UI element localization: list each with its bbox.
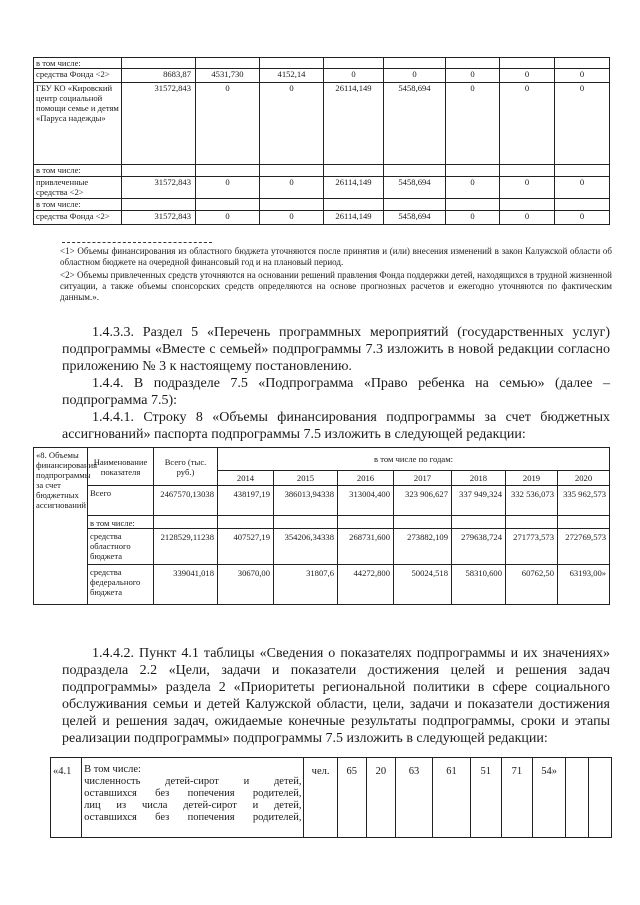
empty-cell xyxy=(589,758,612,838)
value-cell: 0 xyxy=(446,69,500,83)
value-cell: 0 xyxy=(555,83,610,165)
value-cell: 8683,87 xyxy=(122,69,196,83)
total-cell xyxy=(154,516,218,529)
value-cell: 30670,00 xyxy=(218,565,274,605)
value-cell: 335 962,573 xyxy=(558,486,610,516)
empty-cell xyxy=(555,199,610,211)
value-cell: 0 xyxy=(260,177,324,199)
value-cell: 5458,694 xyxy=(384,83,446,165)
year-header: 2015 xyxy=(274,471,338,486)
value-cell: 313004,400 xyxy=(338,486,394,516)
value-cell: 271773,573 xyxy=(506,529,558,565)
empty-cell xyxy=(122,165,196,177)
value-cell: 354206,34338 xyxy=(274,529,338,565)
empty-cell xyxy=(500,165,555,177)
year-header: 2019 xyxy=(506,471,558,486)
empty-cell xyxy=(384,199,446,211)
empty-cell xyxy=(500,58,555,69)
value-cell: 0 xyxy=(500,69,555,83)
value-cell: 438197,19 xyxy=(218,486,274,516)
col-name-header: Наименование показателя xyxy=(88,448,154,486)
table-row xyxy=(34,529,610,565)
value-cell: 332 536,073 xyxy=(506,486,558,516)
empty-cell xyxy=(555,58,610,69)
year-header: 2014 xyxy=(218,471,274,486)
indicator-line: В том числе: xyxy=(84,764,141,775)
footnote-separator xyxy=(62,242,212,243)
value-cell: 4152,14 xyxy=(260,69,324,83)
value-cell: 65 xyxy=(337,758,366,838)
value-cell: 337 949,324 xyxy=(452,486,506,516)
value-cell: 26114,149 xyxy=(324,83,384,165)
value-cell xyxy=(452,516,506,529)
row-8-title: «8. Объемы финансирования подпрограммы за счет бюджетных ассигнований xyxy=(34,448,88,605)
value-cell: 0 xyxy=(384,69,446,83)
row-label: в том числе: xyxy=(88,516,154,529)
value-cell: 50024,518 xyxy=(394,565,452,605)
indicator-line: численность детей-сирот и детей, xyxy=(84,776,302,787)
value-cell: 0 xyxy=(555,177,610,199)
empty-cell xyxy=(122,58,196,69)
empty-cell xyxy=(446,199,500,211)
value-cell: 386013,94338 xyxy=(274,486,338,516)
value-cell: 63 xyxy=(395,758,432,838)
passport-row-8-table xyxy=(33,447,610,605)
empty-cell xyxy=(122,199,196,211)
value-cell xyxy=(338,516,394,529)
value-cell: 0 xyxy=(446,83,500,165)
footnote-2: <2> Объемы привлеченных средств уточняются на основании решений правления Фонда поддержки детей, находящихся в трудной жизненной ситуации, а также объемы спонсорских средств определяются на основе прогнозных расчетов и ежегодно уточняются по фактическим данным.». xyxy=(60,270,612,302)
row-label: в том числе: xyxy=(34,58,122,69)
year-header: 2016 xyxy=(338,471,394,486)
value-cell: 0 xyxy=(555,69,610,83)
value-cell: 54» xyxy=(532,758,565,838)
table-row xyxy=(34,177,610,199)
value-cell: 268731,600 xyxy=(338,529,394,565)
row-label: в том числе: xyxy=(34,165,122,177)
empty-cell xyxy=(324,58,384,69)
value-cell: 407527,19 xyxy=(218,529,274,565)
empty-cell xyxy=(555,165,610,177)
value-cell: 31572,843 xyxy=(122,211,196,225)
value-cell: 4531,730 xyxy=(196,69,260,83)
table-row xyxy=(34,211,610,225)
year-header: 2018 xyxy=(452,471,506,486)
value-cell xyxy=(506,516,558,529)
year-header: 2020 xyxy=(558,471,610,486)
value-cell: 26114,149 xyxy=(324,177,384,199)
value-cell: 31807,6 xyxy=(274,565,338,605)
value-cell: 5458,694 xyxy=(384,177,446,199)
empty-cell xyxy=(260,199,324,211)
value-cell xyxy=(218,516,274,529)
paragraph-1-4-3-3: 1.4.3.3. Раздел 5 «Перечень программных мероприятий (государственных услуг) подпрограммы «Вместе с семьей» подпрограммы 7.3 изложить в новой редакции согласно приложению № 3 к настоящему постановлению. xyxy=(62,325,610,374)
empty-cell xyxy=(324,165,384,177)
total-cell: 339041,018 xyxy=(154,565,218,605)
value-cell: 31572,843 xyxy=(122,83,196,165)
row-label: ГБУ КО «Кировский центр социальной помощи семье и детям «Паруса надежды» xyxy=(34,83,122,165)
value-cell: 71 xyxy=(501,758,532,838)
value-cell: 0 xyxy=(446,177,500,199)
value-cell: 0 xyxy=(196,83,260,165)
value-cell: 0 xyxy=(196,211,260,225)
row-label: средства Фонда <2> xyxy=(34,211,122,225)
table-row xyxy=(34,565,610,605)
table-row xyxy=(34,83,610,165)
value-cell: 20 xyxy=(366,758,395,838)
value-cell: 60762,50 xyxy=(506,565,558,605)
value-cell: 63193,00» xyxy=(558,565,610,605)
value-cell: 0 xyxy=(555,211,610,225)
value-cell: 0 xyxy=(260,211,324,225)
empty-cell xyxy=(324,199,384,211)
value-cell xyxy=(274,516,338,529)
col-years-header: в том числе по годам: xyxy=(218,448,610,471)
value-cell: 0 xyxy=(446,211,500,225)
empty-cell xyxy=(384,58,446,69)
value-cell: 26114,149 xyxy=(324,211,384,225)
value-cell: 61 xyxy=(433,758,470,838)
value-cell xyxy=(558,516,610,529)
table-row xyxy=(34,58,610,69)
value-cell xyxy=(394,516,452,529)
row-label: средства областного бюджета xyxy=(88,529,154,565)
value-cell: 273882,109 xyxy=(394,529,452,565)
table-row xyxy=(34,199,610,211)
row-label: привлеченные средства <2> xyxy=(34,177,122,199)
empty-cell xyxy=(260,165,324,177)
value-cell: 0 xyxy=(196,177,260,199)
footnote-1: <1> Объемы финансирования из областного бюджета уточняются после принятия и (или) внесения изменений в закон Калужской области об областном бюджете на очередной финансовый год и на плановый период. xyxy=(60,246,612,267)
table-row xyxy=(34,69,610,83)
table-row xyxy=(34,165,610,177)
value-cell: 0 xyxy=(500,83,555,165)
value-cell: 0 xyxy=(500,177,555,199)
paragraph-1-4-4-1: 1.4.4.1. Строку 8 «Объемы финансирования подпрограммы за счет бюджетных ассигнований» паспорта подпрограммы 7.5 изложить в следующей редакции: xyxy=(62,410,610,442)
item-number: «4.1 xyxy=(51,758,82,838)
unit-cell: чел. xyxy=(304,758,337,838)
value-cell: 0 xyxy=(260,83,324,165)
indicator-line: оставшихся без попечения родителей, xyxy=(84,788,302,799)
indicator-line: оставшихся без попечения родителей, xyxy=(84,812,302,823)
indicators-table xyxy=(50,757,612,838)
empty-cell xyxy=(500,199,555,211)
value-cell: 5458,694 xyxy=(384,211,446,225)
value-cell: 51 xyxy=(470,758,501,838)
paragraph-1-4-4: 1.4.4. В подразделе 7.5 «Подпрограмма «Право ребенка на семью» (далее – подпрограмма 7.5): xyxy=(62,376,610,408)
indicator-line: лиц из числа детей-сирот и детей, xyxy=(84,800,302,811)
empty-cell xyxy=(446,58,500,69)
total-cell: 2467570,13038 xyxy=(154,486,218,516)
row-label: средства федерального бюджета xyxy=(88,565,154,605)
row-label: средства Фонда <2> xyxy=(34,69,122,83)
indicator-text xyxy=(82,758,304,838)
empty-cell xyxy=(196,165,260,177)
row-label: в том числе: xyxy=(34,199,122,211)
empty-cell xyxy=(566,758,589,838)
value-cell: 58310,600 xyxy=(452,565,506,605)
year-header: 2017 xyxy=(394,471,452,486)
row-label: Всего xyxy=(88,486,154,516)
value-cell: 279638,724 xyxy=(452,529,506,565)
empty-cell xyxy=(196,58,260,69)
value-cell: 323 906,627 xyxy=(394,486,452,516)
empty-cell xyxy=(260,58,324,69)
financing-table-continuation xyxy=(33,57,610,225)
empty-cell xyxy=(446,165,500,177)
empty-cell xyxy=(196,199,260,211)
value-cell: 0 xyxy=(500,211,555,225)
value-cell: 31572,843 xyxy=(122,177,196,199)
table-row xyxy=(34,486,610,516)
table-row xyxy=(34,516,610,529)
value-cell: 0 xyxy=(324,69,384,83)
col-total-header: Всего (тыс. руб.) xyxy=(154,448,218,486)
value-cell: 44272,800 xyxy=(338,565,394,605)
total-cell: 2128529,11238 xyxy=(154,529,218,565)
empty-cell xyxy=(384,165,446,177)
value-cell: 272769,573 xyxy=(558,529,610,565)
paragraph-1-4-4-2: 1.4.4.2. Пункт 4.1 таблицы «Сведения о показателях подпрограммы и их значениях» подраздела 2.2 «Цели, задачи и показатели достижения целей и решения задач подпрограммы» раздела 2 «Приоритеты региональной политики в сфере социального обслуживания семьи и детей Калужской области, цели, задачи и показатели достижения целей и решения задач, ожидаемые конечные результаты подпрограммы, сроки и этапы реализации подпрограммы» подпрограммы 7.5 изложить в следующей редакции: xyxy=(62,646,610,746)
